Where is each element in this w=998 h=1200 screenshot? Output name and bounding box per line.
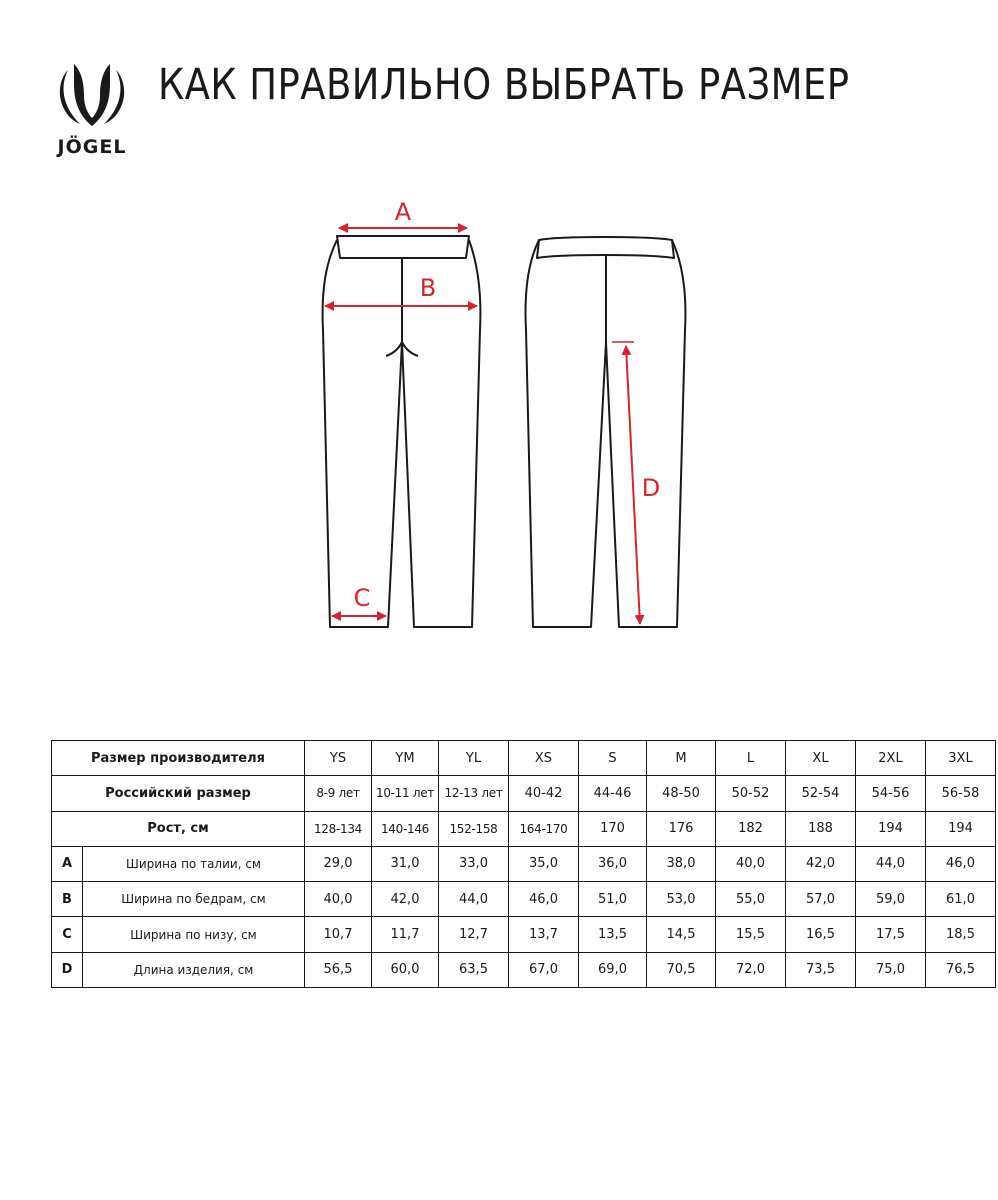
table-cell: YM <box>372 741 439 776</box>
table-row <box>52 776 996 811</box>
table-cell: 176 <box>647 811 716 846</box>
table-cell: 75,0 <box>856 952 926 987</box>
measurement-letter: C <box>52 917 83 952</box>
table-cell: 48-50 <box>647 776 716 811</box>
table-cell: XL <box>786 741 856 776</box>
table-cell: 194 <box>926 811 996 846</box>
table-cell: 17,5 <box>856 917 926 952</box>
table-row <box>52 811 996 846</box>
table-cell: 14,5 <box>647 917 716 952</box>
table-cell: L <box>716 741 786 776</box>
table-cell: 51,0 <box>579 882 647 917</box>
table-cell: 52-54 <box>786 776 856 811</box>
table-cell: 3XL <box>926 741 996 776</box>
table-cell: 152-158 <box>439 811 509 846</box>
table-cell: 38,0 <box>647 846 716 881</box>
table-cell: 60,0 <box>372 952 439 987</box>
table-cell: 11,7 <box>372 917 439 952</box>
measurement-letter: D <box>52 952 83 987</box>
table-row <box>52 917 996 952</box>
table-cell: 44,0 <box>856 846 926 881</box>
table-cell: 46,0 <box>509 882 579 917</box>
table-row <box>52 741 996 776</box>
table-cell: YS <box>305 741 372 776</box>
table-cell: 13,7 <box>509 917 579 952</box>
table-cell: 40-42 <box>509 776 579 811</box>
size-table-body <box>52 741 996 988</box>
table-row <box>52 882 996 917</box>
table-cell: 55,0 <box>716 882 786 917</box>
table-cell: 42,0 <box>372 882 439 917</box>
table-row <box>52 952 996 987</box>
measurement-label: Длина изделия, см <box>83 952 305 987</box>
table-cell: 56,5 <box>305 952 372 987</box>
dimension-a <box>339 198 467 228</box>
table-cell: 61,0 <box>926 882 996 917</box>
pants-back-view <box>526 237 686 627</box>
table-cell: 164-170 <box>509 811 579 846</box>
table-cell: 50-52 <box>716 776 786 811</box>
dimension-c-label: C <box>353 584 371 612</box>
table-cell: 29,0 <box>305 846 372 881</box>
table-cell: 67,0 <box>509 952 579 987</box>
table-cell: 140-146 <box>372 811 439 846</box>
table-cell: 54-56 <box>856 776 926 811</box>
table-cell: 36,0 <box>579 846 647 881</box>
table-cell: M <box>647 741 716 776</box>
row-header-label: Рост, см <box>52 811 305 846</box>
table-cell: 69,0 <box>579 952 647 987</box>
table-cell: 170 <box>579 811 647 846</box>
table-cell: 15,5 <box>716 917 786 952</box>
dimension-a-label: A <box>394 198 412 226</box>
measurement-letter: B <box>52 882 83 917</box>
table-cell: 13,5 <box>579 917 647 952</box>
table-cell: 46,0 <box>926 846 996 881</box>
table-cell: 44-46 <box>579 776 647 811</box>
size-table <box>51 740 996 988</box>
table-cell: 12-13 лет <box>439 776 509 811</box>
table-cell: 16,5 <box>786 917 856 952</box>
table-cell: 57,0 <box>786 882 856 917</box>
table-cell: 2XL <box>856 741 926 776</box>
measurement-label: Ширина по талии, см <box>83 846 305 881</box>
table-cell: 59,0 <box>856 882 926 917</box>
row-header-label: Российский размер <box>52 776 305 811</box>
table-cell: 188 <box>786 811 856 846</box>
measurement-label: Ширина по низу, см <box>83 917 305 952</box>
table-cell: 44,0 <box>439 882 509 917</box>
table-cell: YL <box>439 741 509 776</box>
table-cell: 63,5 <box>439 952 509 987</box>
table-cell: 56-58 <box>926 776 996 811</box>
dimension-d <box>612 342 660 624</box>
table-cell: 10,7 <box>305 917 372 952</box>
table-cell: 182 <box>716 811 786 846</box>
table-cell: 73,5 <box>786 952 856 987</box>
measurement-letter: A <box>52 846 83 881</box>
table-cell: 33,0 <box>439 846 509 881</box>
table-cell: 40,0 <box>716 846 786 881</box>
table-cell: 42,0 <box>786 846 856 881</box>
table-cell: 128-134 <box>305 811 372 846</box>
table-cell: 10-11 лет <box>372 776 439 811</box>
brand-name: JÖGEL <box>57 136 127 158</box>
dimension-d-label: D <box>641 474 661 502</box>
table-cell: 35,0 <box>509 846 579 881</box>
table-row <box>52 846 996 881</box>
table-cell: 76,5 <box>926 952 996 987</box>
table-cell: 72,0 <box>716 952 786 987</box>
dimension-b-label: B <box>419 274 437 302</box>
table-cell: 8-9 лет <box>305 776 372 811</box>
dimension-c <box>332 584 386 616</box>
page-title: КАК ПРАВИЛЬНО ВЫБРАТЬ РАЗМЕР <box>158 60 850 110</box>
row-header-label: Размер производителя <box>52 741 305 776</box>
table-cell: 53,0 <box>647 882 716 917</box>
table-cell: S <box>579 741 647 776</box>
measurement-label: Ширина по бедрам, см <box>83 882 305 917</box>
table-cell: 70,5 <box>647 952 716 987</box>
table-cell: 31,0 <box>372 846 439 881</box>
table-cell: 18,5 <box>926 917 996 952</box>
table-cell: 194 <box>856 811 926 846</box>
table-cell: 40,0 <box>305 882 372 917</box>
table-cell: 12,7 <box>439 917 509 952</box>
table-cell: XS <box>509 741 579 776</box>
pants-front-view <box>323 236 481 627</box>
